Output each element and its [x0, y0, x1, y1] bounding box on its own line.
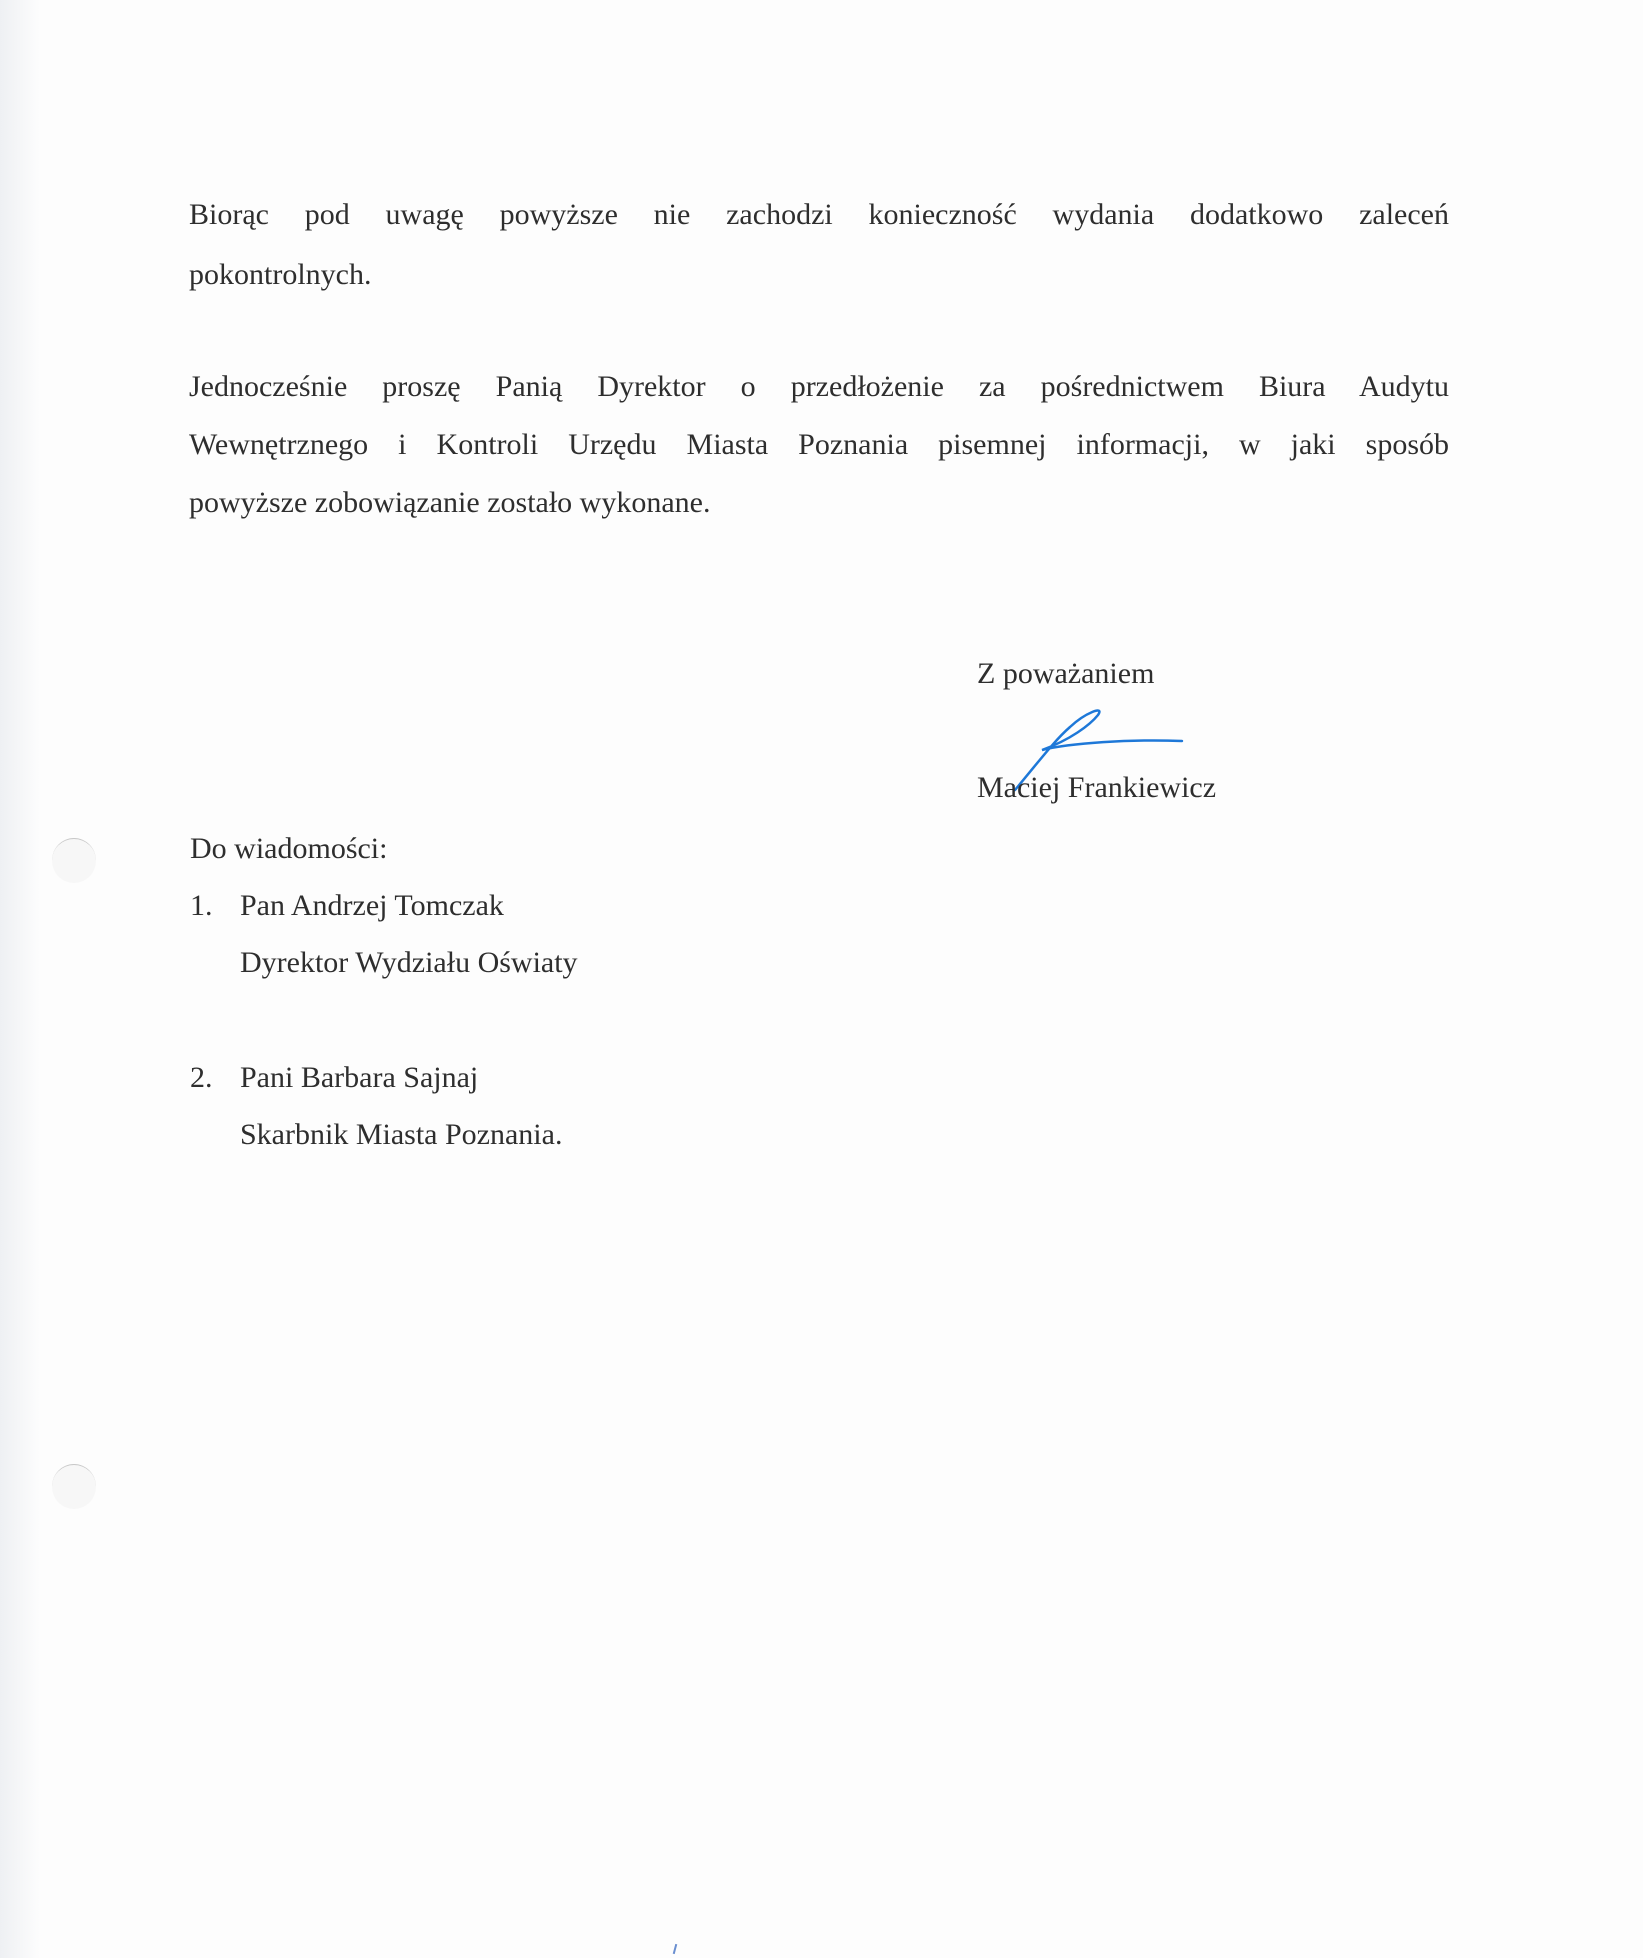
- paragraph-2-line-3: powyższe zobowiązanie zostało wykonane.: [189, 486, 711, 519]
- punch-hole-top: [52, 838, 96, 883]
- cc-recipient-1-title: Dyrektor Wydziału Oświaty: [240, 946, 578, 979]
- cc-heading: Do wiadomości:: [190, 832, 388, 865]
- paragraph-1-line-1: Biorąc pod uwagę powyższe nie zachodzi konieczność wydania dodatkowo zaleceń: [189, 198, 1449, 231]
- closing-salutation: Z poważaniem: [977, 657, 1155, 690]
- scan-ink-mark: [673, 1944, 678, 1954]
- cc-recipient-2-title: Skarbnik Miasta Poznania.: [240, 1118, 563, 1151]
- cc-number-1: 1.: [190, 889, 213, 922]
- paragraph-2-line-1: Jednocześnie proszę Panią Dyrektor o przedłożenie za pośrednictwem Biura Audytu: [189, 370, 1449, 403]
- paragraph-1-line-2: pokontrolnych.: [189, 258, 372, 291]
- scan-edge-shadow: [0, 0, 40, 1958]
- cc-number-2: 2.: [190, 1061, 213, 1094]
- paragraph-2-line-2: Wewnętrznego i Kontroli Urzędu Miasta Poznania pisemnej informacji, w jaki sposób: [189, 428, 1449, 461]
- signatory-name: Maciej Frankiewicz: [977, 771, 1217, 804]
- cc-recipient-1-name: Pan Andrzej Tomczak: [240, 889, 504, 922]
- cc-recipient-2-name: Pani Barbara Sajnaj: [240, 1061, 479, 1094]
- punch-hole-bottom: [52, 1464, 96, 1509]
